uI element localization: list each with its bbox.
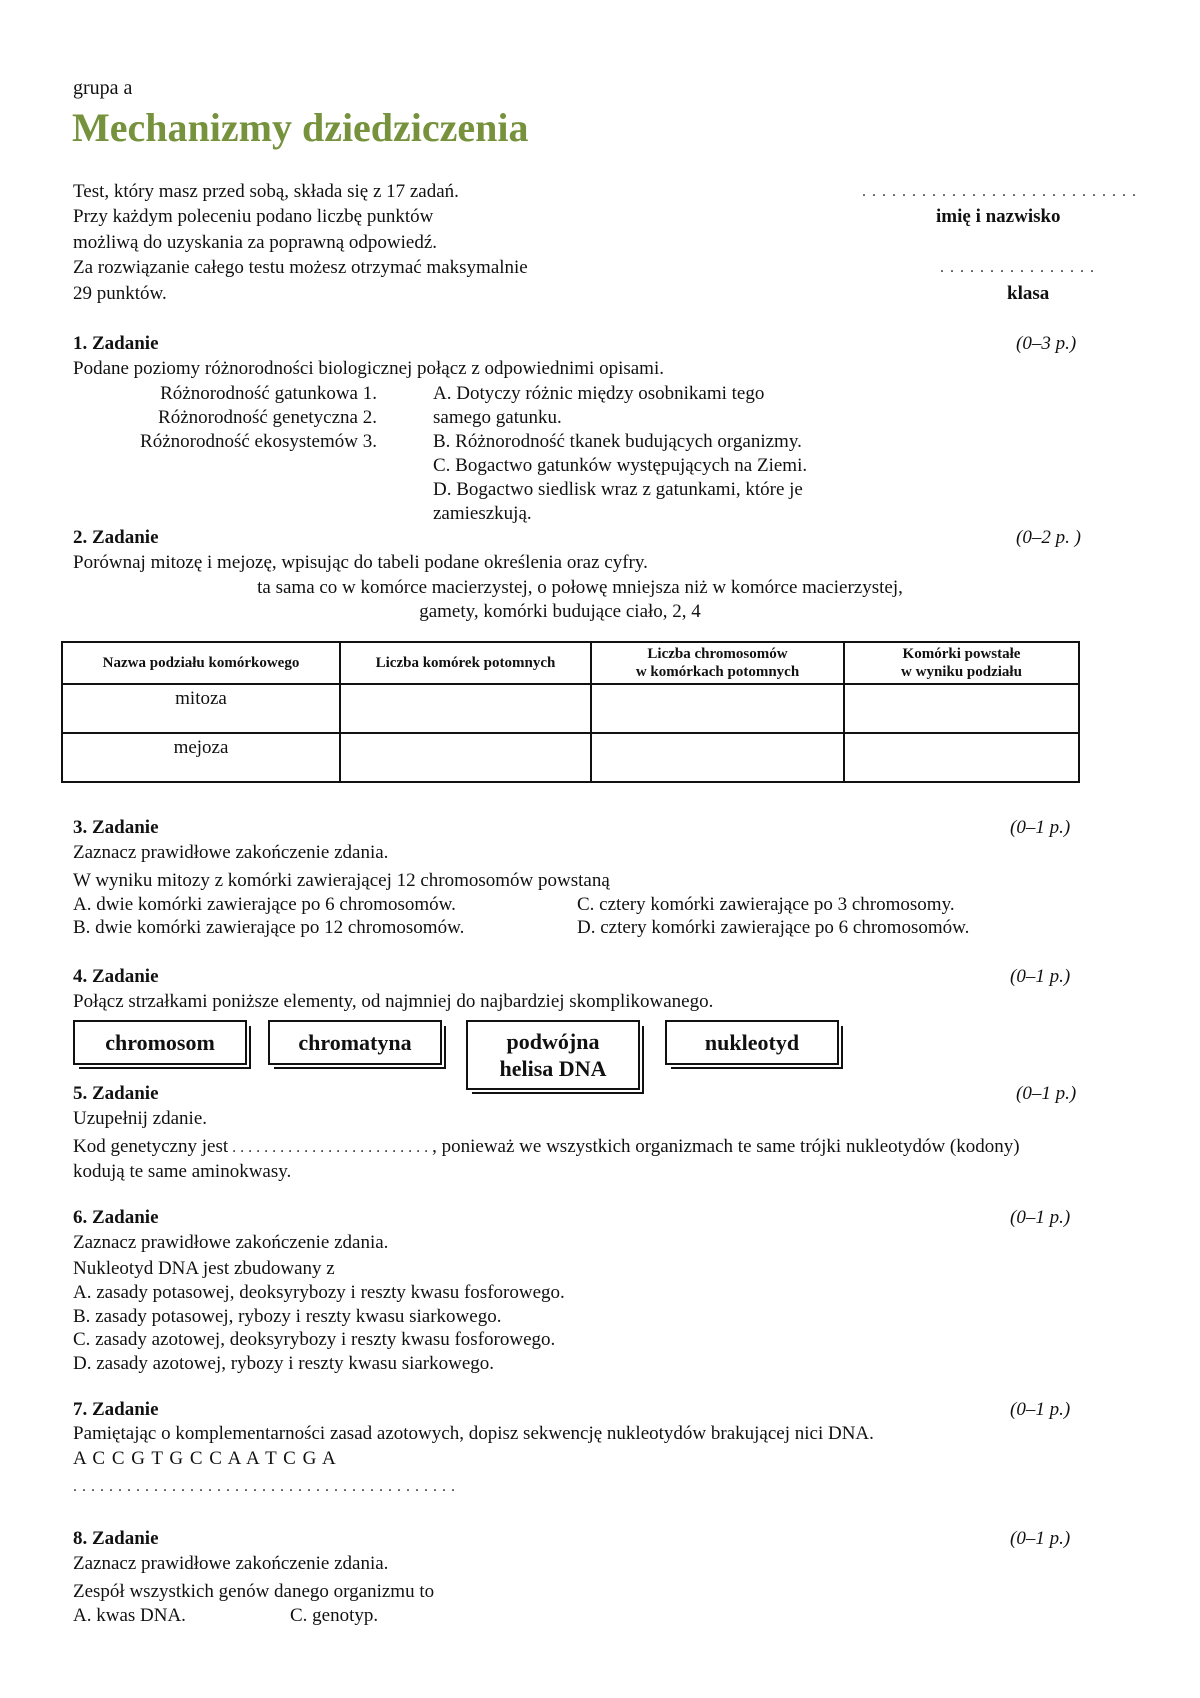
task3-option-a[interactable]: A. dwie komórki zawierające po 6 chromosomów. xyxy=(73,894,456,915)
box-chromosom-label: chromosom xyxy=(105,1030,215,1055)
col-header-cells xyxy=(844,642,1079,684)
task3-instruction: Zaznacz prawidłowe zakończenie zdania. xyxy=(73,842,389,863)
task6-points: (0–1 p.) xyxy=(1010,1207,1071,1228)
answer-cell[interactable] xyxy=(844,733,1079,782)
task1-desc-b: B. Różnorodność tkanek budujących organizmy. xyxy=(433,431,802,452)
group-label: grupa a xyxy=(73,77,133,99)
row-label-mejoza: mejoza xyxy=(62,733,340,782)
box-podwojna-line2: helisa DNA xyxy=(499,1056,607,1081)
task6-instruction: Zaznacz prawidłowe zakończenie zdania. xyxy=(73,1232,389,1253)
task1-points: (0–3 p.) xyxy=(1016,333,1077,354)
name-blank[interactable]: . . . . . . . . . . . . . . . . . . . . . . . . . . . . xyxy=(862,183,1137,200)
task5-heading: 5. Zadanie xyxy=(73,1083,159,1104)
task5-blank[interactable]: . . . . . . . . . . . . . . . . . . . . . . . . . xyxy=(228,1139,433,1156)
task6-option-c[interactable]: C. zasady azotowej, deoksyrybozy i reszty kwasu fosforowego. xyxy=(73,1329,556,1350)
task3-option-c[interactable]: C. cztery komórki zawierające po 3 chromosomy. xyxy=(577,894,955,915)
task1-level-3: Różnorodność ekosystemów 3. xyxy=(140,431,377,452)
answer-cell[interactable] xyxy=(591,733,844,782)
box-nukleotyd-label: nukleotyd xyxy=(704,1030,800,1055)
task8-points: (0–1 p.) xyxy=(1010,1528,1071,1549)
task7-instruction: Pamiętając o komplementarności zasad azotowych, dopisz sekwencję nukleotydów brakującej nici DNA. xyxy=(73,1423,874,1444)
answer-cell[interactable] xyxy=(844,684,1079,733)
col-header-name: Nazwa podziału komórkowego xyxy=(62,642,340,684)
answer-cell[interactable] xyxy=(340,733,591,782)
task5-instruction: Uzupełnij zdanie. xyxy=(73,1108,208,1129)
task5-points: (0–1 p.) xyxy=(1016,1083,1077,1104)
box-podwojna-helisa[interactable] xyxy=(466,1020,640,1090)
task1-heading: 1. Zadanie xyxy=(73,333,159,354)
task2-heading: 2. Zadanie xyxy=(73,527,159,548)
task7-points: (0–1 p.) xyxy=(1010,1399,1071,1420)
task1-level-2: Różnorodność genetyczna 2. xyxy=(158,407,377,428)
task3-heading: 3. Zadanie xyxy=(73,817,159,838)
task1-desc-a1: A. Dotyczy różnic między osobnikami tego xyxy=(433,383,765,404)
task2-instruction: Porównaj mitozę i mejozę, wpisując do tabeli podane określenia oraz cyfry. xyxy=(73,552,648,573)
task1-level-1: Różnorodność gatunkowa 1. xyxy=(160,383,377,404)
task8-stem: Zespół wszystkich genów danego organizmu to xyxy=(73,1581,435,1602)
task3-option-d[interactable]: D. cztery komórki zawierające po 6 chromosomów. xyxy=(577,917,970,938)
table-header-row xyxy=(62,642,1079,684)
task3-stem: W wyniku mitozy z komórki zawierającej 12 chromosomów powstaną xyxy=(73,870,610,891)
task2-terms-1: ta sama co w komórce macierzystej, o połowę mniejsza niż w komórce macierzystej, xyxy=(257,577,903,598)
task6-stem: Nukleotyd DNA jest zbudowany z xyxy=(73,1258,335,1279)
task7-answer-blank[interactable]: . . . . . . . . . . . . . . . . . . . . . . . . . . . . . . . . . . . . . . . . . . . xyxy=(73,1478,456,1495)
task3-points: (0–1 p.) xyxy=(1010,817,1071,838)
class-blank[interactable]: . . . . . . . . . . . . . . . . xyxy=(940,259,1095,276)
task1-desc-d2: zamieszkują. xyxy=(433,503,532,524)
name-label: imię i nazwisko xyxy=(936,206,1061,227)
col-header-cells-line2: w wyniku podziału xyxy=(901,664,1022,680)
task1-desc-a2: samego gatunku. xyxy=(433,407,562,428)
task8-option-a[interactable]: A. kwas DNA. xyxy=(73,1605,186,1626)
task1-instruction: Podane poziomy różnorodności biologicznej połącz z odpowiednimi opisami. xyxy=(73,358,664,379)
task6-option-b[interactable]: B. zasady potasowej, rybozy i reszty kwasu siarkowego. xyxy=(73,1306,502,1327)
task8-instruction: Zaznacz prawidłowe zakończenie zdania. xyxy=(73,1553,389,1574)
intro-line-1: Test, który masz przed sobą, składa się z 17 zadań. xyxy=(73,181,459,202)
col-header-cells-line1: Komórki powstałe xyxy=(902,646,1021,662)
division-table xyxy=(61,641,1080,783)
answer-cell[interactable] xyxy=(591,684,844,733)
col-header-count: Liczba komórek potomnych xyxy=(340,642,591,684)
task6-option-a[interactable]: A. zasady potasowej, deoksyrybozy i reszty kwasu fosforowego. xyxy=(73,1282,565,1303)
intro-line-3: możliwą do uzyskania za poprawną odpowiedź. xyxy=(73,232,438,253)
class-label: klasa xyxy=(1007,283,1050,304)
table-row xyxy=(62,684,1079,733)
task7-heading: 7. Zadanie xyxy=(73,1399,159,1420)
task5-sentence-start: Kod genetyczny jest xyxy=(73,1136,229,1157)
col-header-chromosomes xyxy=(591,642,844,684)
task8-heading: 8. Zadanie xyxy=(73,1528,159,1549)
task7-sequence: A C C G T G C C A A T C G A xyxy=(73,1448,337,1469)
task5-sentence-end: , ponieważ we wszystkich organizmach te same trójki nukleotydów (kodony) xyxy=(432,1136,1020,1157)
task5-sentence xyxy=(73,1135,1020,1160)
task6-heading: 6. Zadanie xyxy=(73,1207,159,1228)
task3-option-b[interactable]: B. dwie komórki zawierające po 12 chromosomów. xyxy=(73,917,465,938)
task8-option-c[interactable]: C. genotyp. xyxy=(290,1605,379,1626)
box-chromosom[interactable] xyxy=(73,1020,247,1065)
box-chromatyna[interactable] xyxy=(268,1020,442,1065)
col-header-chromosomes-line2: w komórkach potomnych xyxy=(635,664,800,680)
task1-desc-d1: D. Bogactwo siedlisk wraz z gatunkami, które je xyxy=(433,479,803,500)
task2-terms-2: gamety, komórki budujące ciało, 2, 4 xyxy=(419,601,701,622)
task5-sentence-line2: kodują te same aminokwasy. xyxy=(73,1161,292,1182)
page-title: Mechanizmy dziedziczenia xyxy=(72,105,529,150)
box-nukleotyd[interactable] xyxy=(665,1020,839,1065)
intro-line-4: Za rozwiązanie całego testu możesz otrzymać maksymalnie xyxy=(73,257,528,278)
task4-heading: 4. Zadanie xyxy=(73,966,159,987)
task4-instruction: Połącz strzałkami poniższe elementy, od najmniej do najbardziej skomplikowanego. xyxy=(73,991,714,1012)
task6-option-d[interactable]: D. zasady azotowej, rybozy i reszty kwasu siarkowego. xyxy=(73,1353,495,1374)
table-row xyxy=(62,733,1079,782)
intro-line-2: Przy każdym poleceniu podano liczbę punktów xyxy=(73,206,434,227)
task1-desc-c: C. Bogactwo gatunków występujących na Ziemi. xyxy=(433,455,808,476)
box-chromatyna-label: chromatyna xyxy=(298,1030,412,1055)
task2-points: (0–2 p. ) xyxy=(1016,527,1081,548)
col-header-chromosomes-line1: Liczba chromosomów xyxy=(647,646,788,662)
task4-points: (0–1 p.) xyxy=(1010,966,1071,987)
row-label-mitoza: mitoza xyxy=(62,684,340,733)
intro-line-5: 29 punktów. xyxy=(73,283,167,304)
box-podwojna-line1: podwójna xyxy=(506,1029,600,1054)
answer-cell[interactable] xyxy=(340,684,591,733)
